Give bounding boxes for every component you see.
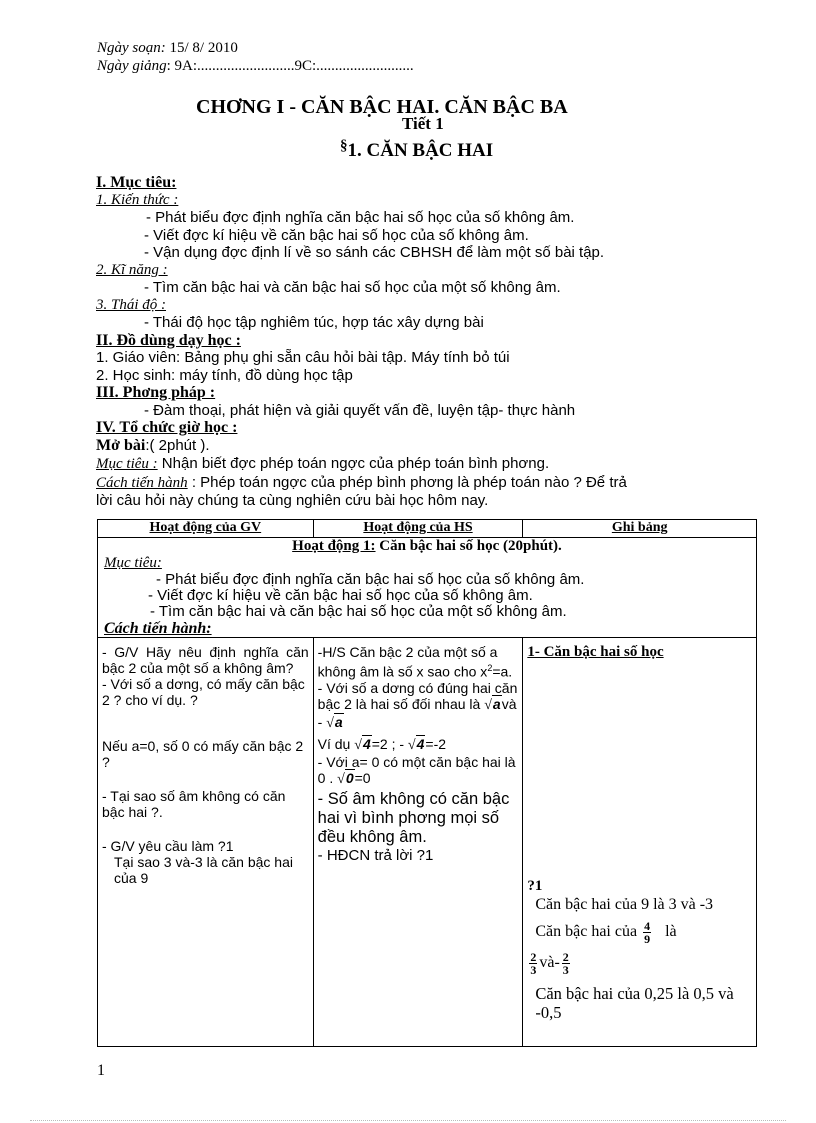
student-cell	[313, 638, 523, 1047]
student-answer: - Số âm không có căn bậc hai vì bình phơng mọi số đều không âm.	[317, 789, 510, 846]
process-text: : Phép toán ngợc của phép bình phơng là phép toán nào ? Để trả	[187, 473, 627, 491]
student-answer: -H/S Căn bậc 2 của một số a không âm là số x sao cho $x^2=a$.	[317, 644, 513, 680]
goal-text: Nhận biết đợc phép toán ngợc của phép toán bình phơng.	[157, 455, 550, 472]
intro-label: Mở bài	[96, 436, 146, 454]
student-answer: - HĐCN trả lời ?1	[317, 846, 434, 864]
teacher-cell	[98, 638, 314, 1047]
activity-goal-item: - Viết đợc kí hiệu về căn bậc hai số học của số không âm.	[148, 587, 533, 604]
board-question: ?1	[527, 878, 543, 894]
knowledge-item: - Vận dụng đợc định lí về so sánh các CBHSH để làm một số bài tập.	[144, 244, 605, 261]
board-line: Căn bậc hai của 9 là 3 và -3	[535, 896, 714, 913]
section-text: 1. CĂN BẬC HAI	[347, 140, 494, 161]
board-title: 1- Căn bậc hai số học	[527, 644, 664, 660]
fraction-2-3: $\frac{2}{3}$	[562, 950, 569, 977]
section-title	[340, 138, 493, 162]
goal-line	[96, 455, 776, 474]
fraction-2-3: $\frac{2}{3}$	[530, 950, 537, 977]
objectives-heading: I. Mục tiêu:	[96, 174, 177, 191]
activity-goal-label: Mục tiêu:	[104, 555, 162, 571]
activity-title: Hoạt động 1: Căn bậc hai số học (20phút).	[292, 538, 562, 554]
materials-item: 2. Học sinh: máy tính, đồ dùng học tập	[96, 366, 353, 384]
activity-content-row	[98, 638, 757, 1047]
process-line	[96, 474, 776, 493]
activity-intro-row	[98, 538, 757, 638]
method-heading: III. Phơng pháp :	[96, 384, 216, 401]
skill-item: - Tìm căn bậc hai và căn bậc hai số học của một số không âm.	[144, 279, 561, 296]
date-prepared	[97, 40, 238, 57]
date-teaching-value: : 9A:..........................9C:..........................	[166, 58, 414, 74]
chapter-title: CHƠNG I - CĂN BẬC HAI. CĂN BẬC BA	[196, 96, 568, 118]
header-student: Hoạt động của HS	[313, 520, 523, 538]
knowledge-label: 1. Kiến thức :	[96, 191, 179, 208]
teacher-question: - G/V Hãy nêu định nghĩa căn bậc 2 của một số a không âm?	[102, 644, 309, 676]
process-text-2: lời câu hỏi này chúng ta cùng nghiên cứu bài học hôm nay.	[96, 492, 489, 509]
activity-process-label: Cách tiến hành:	[104, 620, 212, 637]
page-divider	[30, 1120, 786, 1121]
knowledge-item: - Viết đợc kí hiệu về căn bậc hai số học của số không âm.	[144, 226, 529, 244]
section-symbol: §	[340, 138, 348, 154]
skill-label: 2. Kĩ năng :	[96, 261, 168, 278]
lesson-number: Tiết 1	[402, 114, 444, 133]
intro-line	[96, 437, 776, 456]
activity-intro-cell	[98, 538, 757, 638]
teacher-question: - Với số a dơng, có mấy căn bậc 2 ? cho ví dụ. ?	[102, 676, 305, 708]
method-item: - Đàm thoại, phát hiện và giải quyết vấn đề, luyện tập- thực hành	[144, 401, 576, 419]
attitude-label: 3. Thái độ :	[96, 296, 167, 313]
board-line: Căn bậc hai của 0,25 là 0,5 và -0,5	[535, 984, 734, 1022]
activity-table	[97, 519, 757, 1047]
date-prepared-value: 15/ 8/ 2010	[169, 40, 238, 56]
knowledge-item: - Phát biểu đợc định nghĩa căn bậc hai số học của số không âm.	[146, 209, 575, 226]
materials-item: 1. Giáo viên: Bảng phụ ghi sẵn câu hỏi bài tập. Máy tính bỏ túi	[96, 349, 510, 366]
intro-time: :( 2phút ).	[145, 436, 210, 454]
attitude-item: - Thái độ học tập nghiêm túc, hợp tác xây dựng bài	[144, 314, 484, 331]
process-label: Cách tiến hành	[96, 474, 188, 491]
goal-label: Mục tiêu :	[96, 456, 158, 472]
teacher-question: Nếu a=0, số 0 có mấy căn bậc 2 ?	[102, 738, 304, 770]
header-board: Ghi bảng	[523, 520, 757, 538]
date-teaching	[97, 58, 414, 75]
page-number: 1	[97, 1062, 105, 1079]
student-example: Ví dụ √4=2 ; - √4=-2	[317, 735, 447, 753]
board-line: Căn bậc hai của $\frac{4}{9}$ là	[535, 919, 677, 946]
activity-goal-item: - Tìm căn bậc hai và căn bậc hai số học của một số không âm.	[150, 603, 567, 620]
student-answer: - Với a= 0 có một căn bậc hai là 0 . √0=0	[317, 753, 516, 787]
board-cell	[523, 638, 757, 1047]
teacher-question: - Tại sao số âm không có căn bậc hai ?.	[102, 788, 286, 820]
fraction-4-9: $\frac{4}{9}$	[644, 919, 651, 946]
date-teaching-label: Ngày giảng	[97, 58, 167, 74]
date-prepared-label: Ngày soạn:	[97, 40, 166, 56]
teacher-question: - G/V yêu cầu làm ?1	[102, 838, 234, 854]
header-teacher: Hoạt động của GV	[98, 520, 314, 538]
table-header-row	[98, 520, 757, 538]
teacher-question: Tại sao 3 và-3 là căn bậc hai của 9	[114, 854, 293, 886]
lesson-plan-body	[96, 174, 776, 510]
materials-heading: II. Đồ dùng dạy học :	[96, 331, 241, 349]
activity-goal-item: - Phát biểu đợc định nghĩa căn bậc hai số học của số không âm.	[156, 571, 585, 588]
organization-heading: IV. Tổ chức giờ học :	[96, 419, 238, 436]
student-answer: - Với số a dơng có đúng hai căn bậc 2 là hai số đối nhau là √avà - √a	[317, 679, 518, 731]
board-line: $\frac{2}{3}$ và- $\frac{2}{3}$	[530, 950, 569, 977]
